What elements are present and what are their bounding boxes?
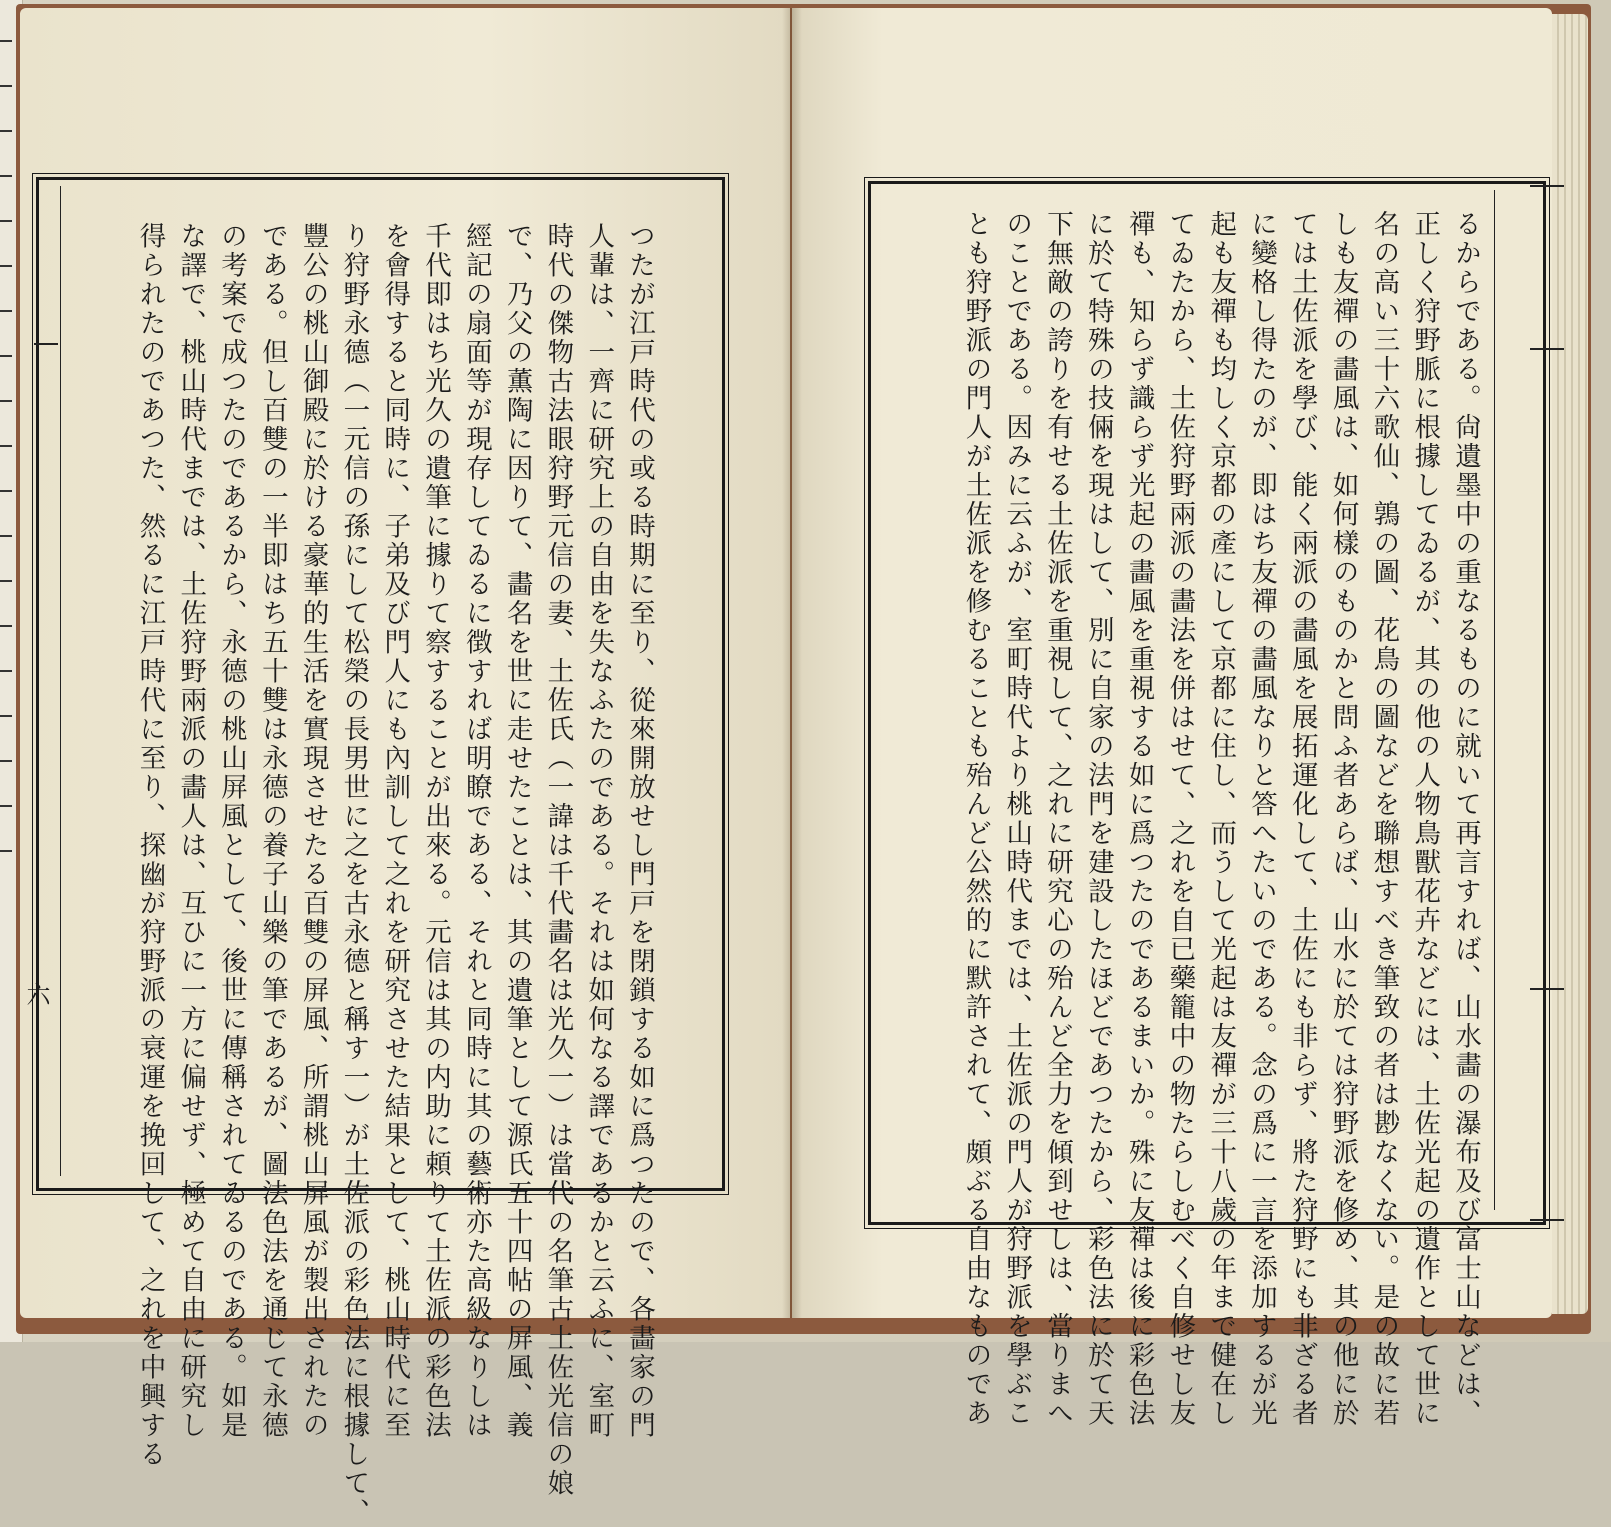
text-column: 豐公の桃山御殿に於ける豪華的生活を實現させたる百雙の屏風、所謂桃山屏風が製出されたの xyxy=(297,222,329,1440)
margin-marker xyxy=(1530,185,1564,187)
text-column: 經記の扇面等が現存してゐるに徴すれば明瞭である、それと同時に其の藝術亦た高級なりしは xyxy=(460,222,492,1440)
text-column: 人輩は、一齊に研究上の自由を失なふたのである。それは如何なる譯であるかと云ふに、室町 xyxy=(583,222,615,1440)
page-number: 六 xyxy=(22,982,50,1006)
book-gutter xyxy=(782,8,802,1318)
text-column: しも友禪の畵風は、如何樣のものかと問ふ者あらば、山水に於ては狩野派を修め、其の他に於 xyxy=(1327,210,1359,1428)
text-column: 起も友禪も均しく京都の產にして京都に住し、而うして光起は友禪が三十八歲の年まで健在し xyxy=(1205,210,1237,1428)
text-column: に於て特殊の技倆を現はして、別に自家の法門を建設したほどであつたから、彩色法に於て天 xyxy=(1082,210,1114,1428)
text-column: で、乃父の薫陶に因りて、畵名を世に走せたことは、其の遺筆として源氏五十四帖の屏風、義 xyxy=(501,222,533,1440)
left-page-body-text xyxy=(129,222,659,1527)
text-column: るからである。尙遺墨中の重なるものに就いて再言すれば、山水畵の瀑布及び富士山などは、 xyxy=(1450,210,1481,1428)
text-column: とも狩野派の門人が土佐派を修むることも殆んど公然的に默許されて、頗ぶる自由なものであ xyxy=(960,210,992,1428)
margin-marker xyxy=(1530,988,1564,990)
text-column: の考案で成つたのであるから、永德の桃山屏風として、後世に傳稱されてゐるのである。如是 xyxy=(216,222,248,1440)
margin-marker xyxy=(34,343,58,345)
text-column: 名の高い三十六歌仙、鶉の圖、花鳥の圖などを聯想すべき筆致の者は尠なくない。是の故に若 xyxy=(1368,210,1400,1428)
text-column: 正しく狩野脈に根據してゐるが、其の他の人物鳥獸花卉などには、土佐光起の遺作として世に xyxy=(1409,210,1441,1428)
text-column: ては土佐派を學び、能く兩派の畵風を展拓運化して、土佐にも非らず、將た狩野にも非ざる者 xyxy=(1286,210,1318,1428)
text-column: に變格し得たのが、即はち友禪の畵風なりと答へたいのである。念の爲に一言を添加するが光 xyxy=(1246,210,1278,1428)
text-column: な譯で、桃山時代までは、土佐狩野兩派の畵人は、互ひに一方に偏せず、極めて自由に研究し xyxy=(175,222,207,1440)
text-column: 下無敵の誇りを有せる土佐派を重視して、之れに研究心の殆んど全力を傾到せしは、當りまへ xyxy=(1042,210,1074,1428)
text-column: 禪も、知らず識らず光起の畵風を重視する如に爲つたのであるまいか。殊に友禪は後に彩色法 xyxy=(1123,210,1155,1428)
text-column: 時代の傑物古法眼狩野元信の妻、土佐氏（一諱は千代畵名は光久一）は當代の名筆古土佐光信の娘 xyxy=(542,222,574,1498)
right-margin-rule xyxy=(1494,190,1495,1210)
left-margin-rule xyxy=(60,186,61,1176)
text-column: のことである。因みに云ふが、室町時代より桃山時代までは、土佐派の門人が狩野派を學ぶこ xyxy=(1001,210,1033,1428)
text-column: つたが江戸時代の或る時期に至り、從來開放せし門戸を閉鎖する如に爲つたので、各畵家の門 xyxy=(624,222,655,1440)
text-column: を會得すると同時に、子弟及び門人にも內訓して之れを研究させた結果として、桃山時代に至 xyxy=(379,222,411,1440)
margin-marker xyxy=(1530,348,1564,350)
text-column: 得られたのであつた、然るに江戸時代に至り、探幽が狩野派の衰運を挽回して、之れを中興する xyxy=(134,222,166,1469)
text-column: 千代即はち光久の遺筆に據りて察することが出來る。元信は其の内助に頼りて土佐派の彩色法 xyxy=(420,222,452,1440)
text-column: り狩野永德（一元信の孫にして松榮の長男世に之を古永德と稱す一）が土佐派の彩色法に根據して、 xyxy=(338,222,370,1527)
right-page-body-text xyxy=(955,210,1485,1428)
page-edges xyxy=(1552,14,1588,1314)
text-column: てゐたから、土佐狩野兩派の畵法を併はせて、之れを自已藥籠中の物たらしむべく自修せし友 xyxy=(1164,210,1196,1428)
margin-marker xyxy=(1530,1219,1564,1221)
text-column: である。但し百雙の一半即はち五十雙は永德の養子山樂の筆であるが、圖法色法を通じて永德 xyxy=(256,222,288,1440)
